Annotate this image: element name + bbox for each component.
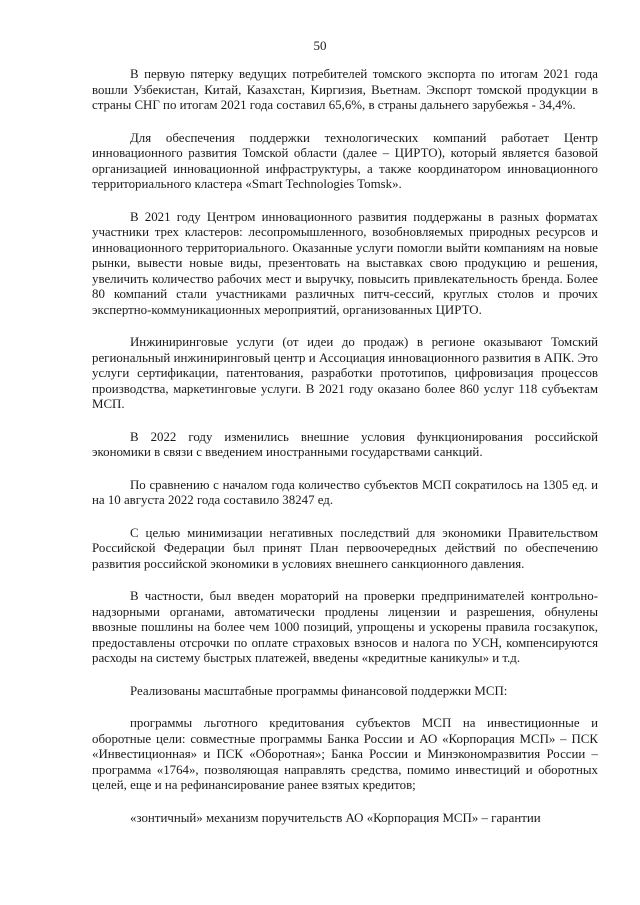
paragraph-export-consumers: В первую пятерку ведущих потребителей томского экспорта по итогам 2021 года вошли Узбекистан, Китай, Казахстан, Киргизия, Вьетнам. Экспорт томской продукции в страны СНГ по итогам 2021 года составил 65,6%, в страны дальнего зарубежья - 34,4%. — [92, 67, 598, 112]
paragraph-support-programs-intro: Реализованы масштабные программы финансовой поддержки МСП: — [130, 683, 508, 698]
paragraph-external-conditions: В 2022 году изменились внешние условия функционирования российской экономики в связи с введением иностранными государствами санкций. — [92, 429, 598, 459]
paragraph-government-plan: С целью минимизации негативных последствий для экономики Правительством Российской Федерации был принят План первоочередных действий по обеспечению развития российской экономики в условиях внешнего санкционного давления. — [92, 525, 598, 571]
paragraph-innovation-center: Для обеспечения поддержки технологических компаний работает Центр инновационного развития Томской области (далее – ЦИРТО), который является базовой организацией инновационной инфраструктуры, а также координатором инновационного территориального кластера «Smart Technologies Tomsk». — [92, 130, 598, 191]
paragraph-umbrella-guarantees: «зонтичный» механизм поручительств АО «Корпорация МСП» – гарантии — [130, 810, 541, 825]
paragraph-moratorium-measures: В частности, был введен мораторий на проверки предпринимателей контрольно-надзорными органами, автоматически продлены лицензии и разрешения, обнулены ввозные пошлины на более чем 1000 позиций, упрощены и ускорены правила госзакупок, предоставлены отсрочки по оплате страховых взносов и налога по УСН, компенсируются расходы на систему быстрых платежей, введены «кредитные каникулы» и т.д. — [92, 589, 598, 665]
page-number: 50 — [313, 38, 327, 53]
paragraph-cluster-support: В 2021 году Центром инновационного развития поддержаны в разных форматах участники трех кластеров: лесопромышленного, возобновляемых природных ресурсов и инновационного территориального. Оказанные услуги помогли выйти компаниям на новые рынки, вывести новые виды, презентовать на выставках свою продукцию и решения, увеличить количество рабочих мест и выручку, повысить привлекательность бренда. Более 80 компаний стали участниками различных питч-сессий, круглых столов и прочих экспертно-коммуникационных мероприятий, организованных ЦИРТО. — [92, 209, 598, 317]
document-body — [92, 67, 598, 826]
paragraph-sme-count: По сравнению с началом года количество субъектов МСП сократилось на 1305 ед. и на 10 августа 2022 года составило 38247 ед. — [92, 477, 598, 507]
paragraph-preferential-lending: программы льготного кредитования субъектов МСП на инвестиционные и оборотные цели: совместные программы Банка России и АО «Корпорация МСП» – ПСК «Инвестиционная» и ПСК «Оборотная»; Банка России и Минэкономразвития России – программа «1764», позволяющая направлять средства, помимо инвестиций и оборотных целей, еще и на рефинансирование ранее взятых кредитов; — [92, 716, 598, 792]
paragraph-engineering-services: Инжиниринговые услуги (от идеи до продаж) в регионе оказывают Томский региональный инжиниринговый центр и Ассоциация инновационного развития в АПК. Это услуги сертификации, патентования, разработки прототипов, цифровизация процессов производства, маркетинговые услуги. В 2021 году оказано более 860 услуг 118 субъектам МСП. — [92, 335, 598, 411]
